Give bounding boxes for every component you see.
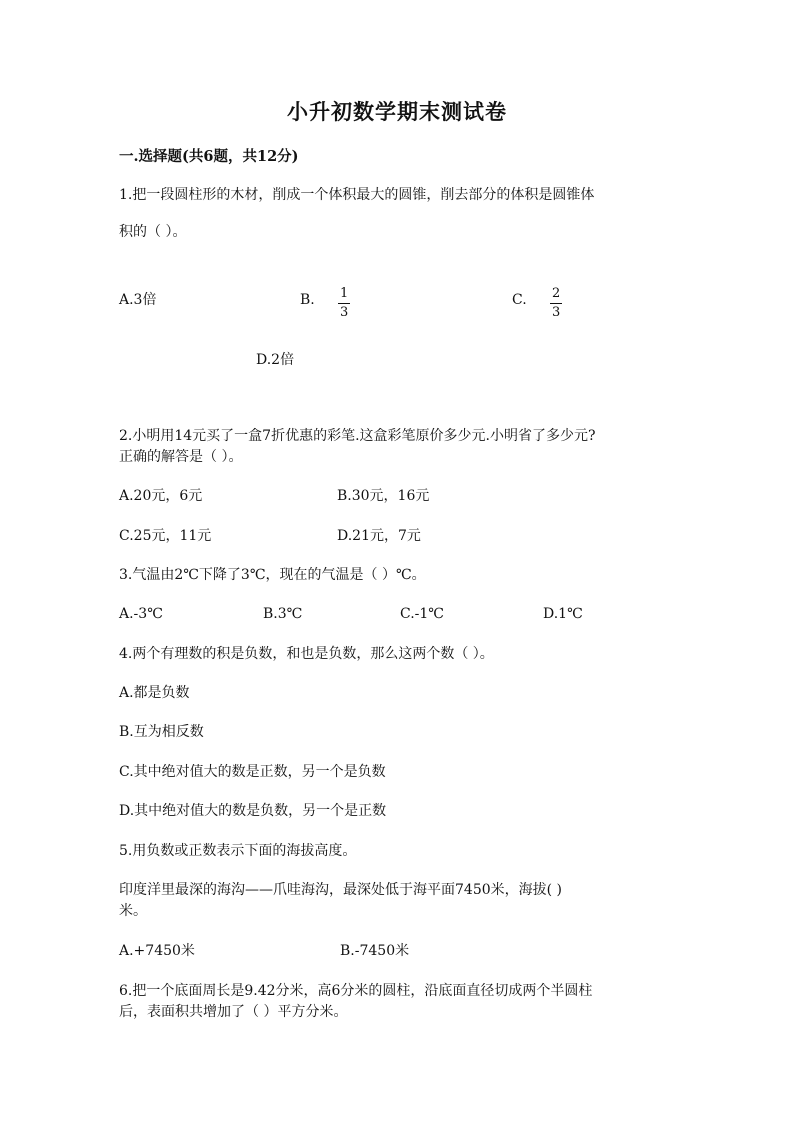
q1-option-b-fraction xyxy=(338,287,350,319)
q4-text-line1: 4.两个有理数的积是负数，和也是负数，那么这两个数（ ）。 xyxy=(119,646,494,662)
q3-option-b: B.3℃ xyxy=(263,606,303,622)
q5-option-a: A.+7450米 xyxy=(119,943,195,959)
q1-option-c-fraction xyxy=(550,287,562,319)
q2-option-b: B.30元，16元 xyxy=(337,488,430,504)
q2-option-a: A.20元，6元 xyxy=(119,488,203,504)
q3-text-line1: 3.气温由2℃下降了3℃，现在的气温是（ ）℃。 xyxy=(119,567,426,583)
q4-option-c: C.其中绝对值大的数是正数，另一个是负数 xyxy=(119,764,386,780)
q1-option-b-numerator: 1 xyxy=(340,286,349,301)
q2-option-c: C.25元，11元 xyxy=(119,528,212,544)
q1-option-b-denominator: 3 xyxy=(340,305,349,320)
q6-text-line1: 6.把一个底面周长是9.42分米，高6分米的圆柱，沿底面直径切成两个半圆柱 xyxy=(119,983,593,999)
q3-option-c: C.-1℃ xyxy=(400,606,444,622)
q1-option-b-label: B. xyxy=(300,292,315,308)
q4-option-a: A.都是负数 xyxy=(119,685,190,701)
q1-option-c-denominator: 3 xyxy=(552,305,561,320)
q4-option-d: D.其中绝对值大的数是负数，另一个是正数 xyxy=(119,803,387,819)
q5-text-line2: 印度洋里最深的海沟——爪哇海沟，最深处低于海平面7450米，海拔( ) xyxy=(119,882,563,898)
q1-text-line1: 1.把一段圆柱形的木材，削成一个体积最大的圆锥，削去部分的体积是圆锥体 xyxy=(119,187,595,203)
q6-text-line2: 后，表面积共增加了（ ）平方分米。 xyxy=(119,1004,348,1020)
q5-text-line3: 米。 xyxy=(119,903,147,919)
fraction-bar xyxy=(338,303,350,304)
q1-text-line2: 积的（ ）。 xyxy=(119,224,187,240)
q3-option-a: A.-3℃ xyxy=(119,606,163,622)
page-title: 小升初数学期末测试卷 xyxy=(287,99,507,124)
fraction-bar xyxy=(550,303,562,304)
q5-option-b: B.-7450米 xyxy=(340,943,410,959)
q1-option-d: D.2倍 xyxy=(256,352,295,368)
q1-option-c-numerator: 2 xyxy=(552,286,561,301)
q1-option-c-label: C. xyxy=(512,292,527,308)
q2-text-line1: 2.小明用14元买了一盒7折优惠的彩笔.这盒彩笔原价多少元.小明省了多少元? xyxy=(119,428,596,444)
q2-text-line2: 正确的解答是（ ）。 xyxy=(119,449,243,465)
q2-option-d: D.21元，7元 xyxy=(337,528,421,544)
q1-option-a: A.3倍 xyxy=(119,292,157,308)
section-heading: 一.选择题(共6题，共12分) xyxy=(119,148,299,165)
q5-text-line1: 5.用负数或正数表示下面的海拔高度。 xyxy=(119,843,357,859)
q3-option-d: D.1℃ xyxy=(543,606,583,622)
q4-option-b: B.互为相反数 xyxy=(119,724,204,740)
